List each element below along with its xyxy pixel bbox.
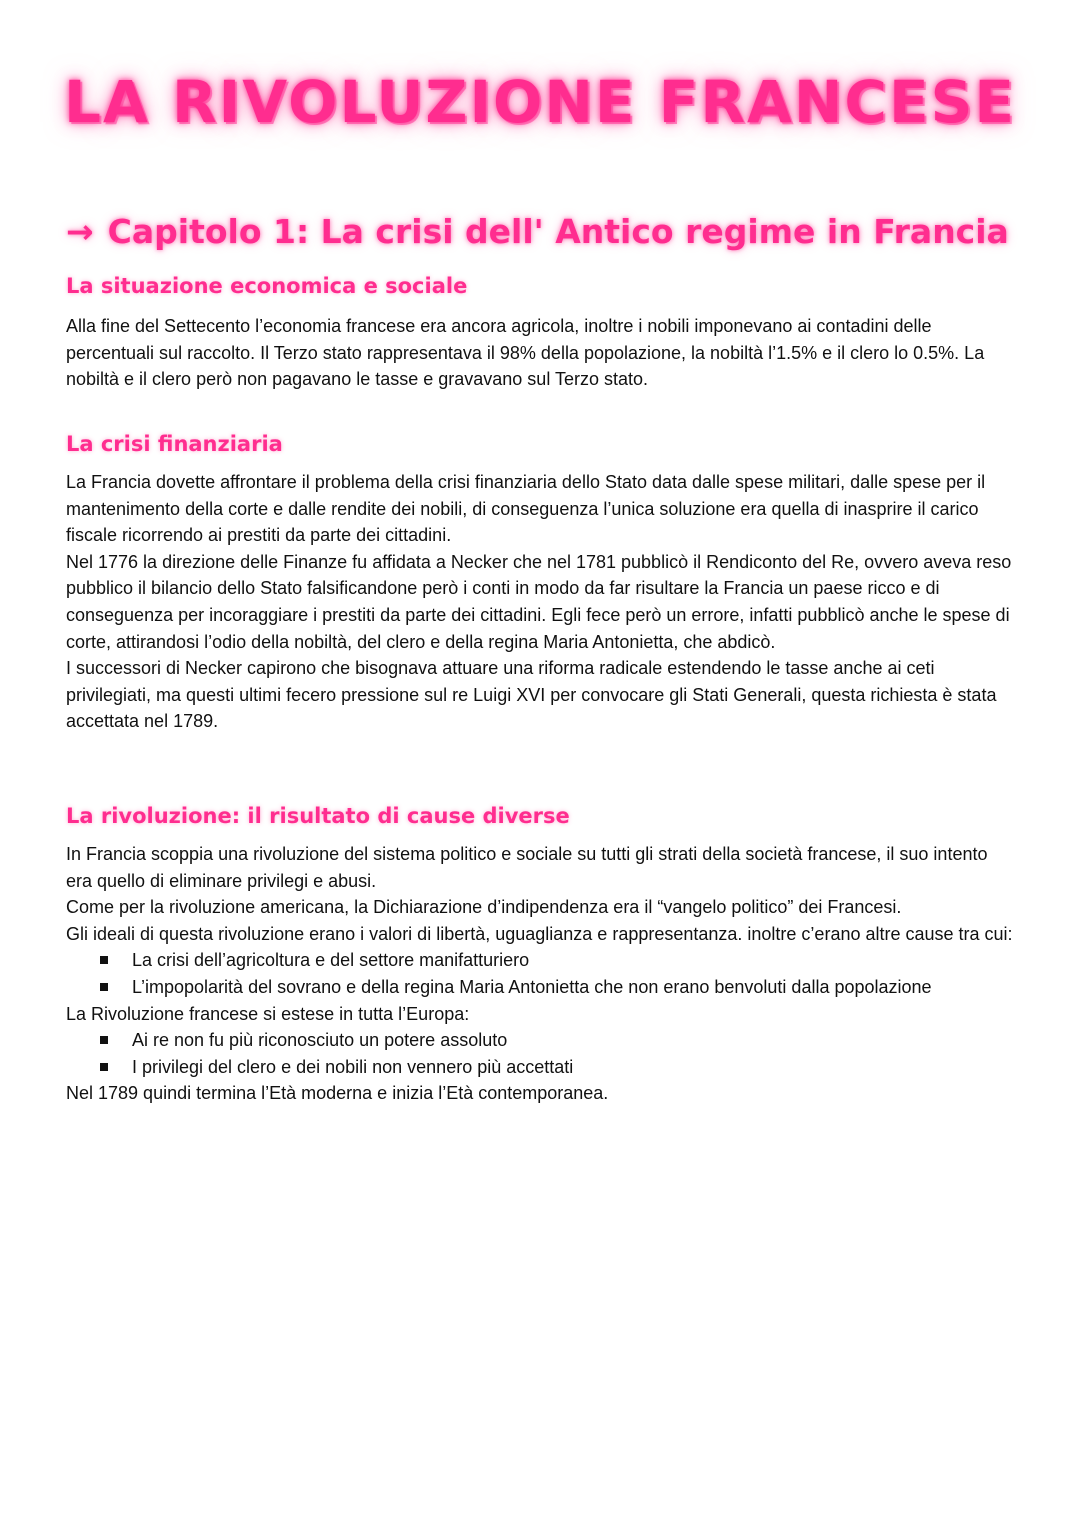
square-bullet-icon — [100, 1063, 108, 1071]
list-item: La crisi dell’agricoltura e del settore manifatturiero — [96, 947, 1016, 974]
square-bullet-icon — [100, 956, 108, 964]
paragraph: Gli ideali di questa rivoluzione erano i valori di libertà, uguaglianza e rappresentanza. inoltre c’erano altre cause tra cui: — [66, 923, 1013, 944]
paragraph: I successori di Necker capirono che bisognava attuare una riforma radicale estendendo le tasse anche ai ceti privilegiati, ma questi ultimi fecero pressione sul re Luigi XVI per convocare gli Stati Generali, questa richiesta è stata accettata nel 1789. — [66, 658, 997, 732]
effects-list — [66, 1027, 1016, 1080]
paragraph: Come per la rivoluzione americana, la Dichiarazione d’indipendenza era il “vangelo politico” dei Francesi. — [66, 897, 902, 918]
square-bullet-icon — [100, 1036, 108, 1044]
section-economic-social — [66, 271, 1016, 393]
chapter-heading — [66, 200, 1026, 264]
paragraph: La Francia dovette affrontare il problema della crisi finanziaria dello Stato data dalle spese militari, dalle spese per il mantenimento della corte e dalle rendite dei nobili, di conseguenza l’unica soluzione era quella di inasprire il carico fiscale ricorrendo ai prestiti da parte dei cittadini. — [66, 472, 986, 546]
square-bullet-icon — [100, 983, 108, 991]
arrow-right-icon: → — [66, 212, 94, 251]
section-heading: La crisi finanziaria — [66, 432, 283, 456]
paragraph: In Francia scoppia una rivoluzione del sistema politico e sociale su tutti gli strati della società francese, il suo intento era quello di eliminare privilegi e abusi. — [66, 844, 988, 891]
list-item: L’impopolarità del sovrano e della regina Maria Antonietta che non erano benvoluti dalla popolazione — [96, 974, 1016, 1001]
section-revolution-causes — [66, 801, 1016, 1107]
paragraph: Nel 1789 quindi termina l’Età moderna e inizia l’Età contemporanea. — [66, 1083, 609, 1104]
paragraph: Nel 1776 la direzione delle Finanze fu affidata a Necker che nel 1781 pubblicò il Rendiconto del Re, ovvero aveva reso pubblico il bilancio dello Stato falsificandone però i conti in modo da far risultare la Francia un paese ricco e di conseguenza per incoraggiare i prestiti da parte dei cittadini. Egli fece però un errore, infatti pubblicò anche le spese di corte, attirandosi l’odio della nobiltà, del clero e della regina Maria Antonietta, che abdicò. — [66, 551, 1012, 652]
list-item: Ai re non fu più riconosciuto un potere assoluto — [96, 1027, 1016, 1054]
section-financial-crisis — [66, 429, 1016, 735]
causes-list — [66, 947, 1016, 1000]
section-heading: La rivoluzione: il risultato di cause diverse — [66, 804, 570, 828]
list-item: I privilegi del clero e dei nobili non vennero più accettati — [96, 1054, 1016, 1081]
section-heading: La situazione economica e sociale — [66, 274, 468, 298]
chapter-title: Capitolo 1: La crisi dell' Antico regime in Francia — [107, 212, 1009, 251]
page-title: LA RIVOLUZIONE FRANCESE — [63, 68, 1017, 136]
paragraph: La Rivoluzione francese si estese in tutta l’Europa: — [66, 1003, 470, 1024]
paragraph: Alla fine del Settecento l’economia francese era ancora agricola, inoltre i nobili imponevano ai contadini delle percentuali sul raccolto. Il Terzo stato rappresentava il 98% della popolazione, la nobiltà l’1.5% e il clero lo 0.5%. La nobiltà e il clero però non pagavano le tasse e gravavano sul Terzo stato. — [66, 316, 985, 390]
